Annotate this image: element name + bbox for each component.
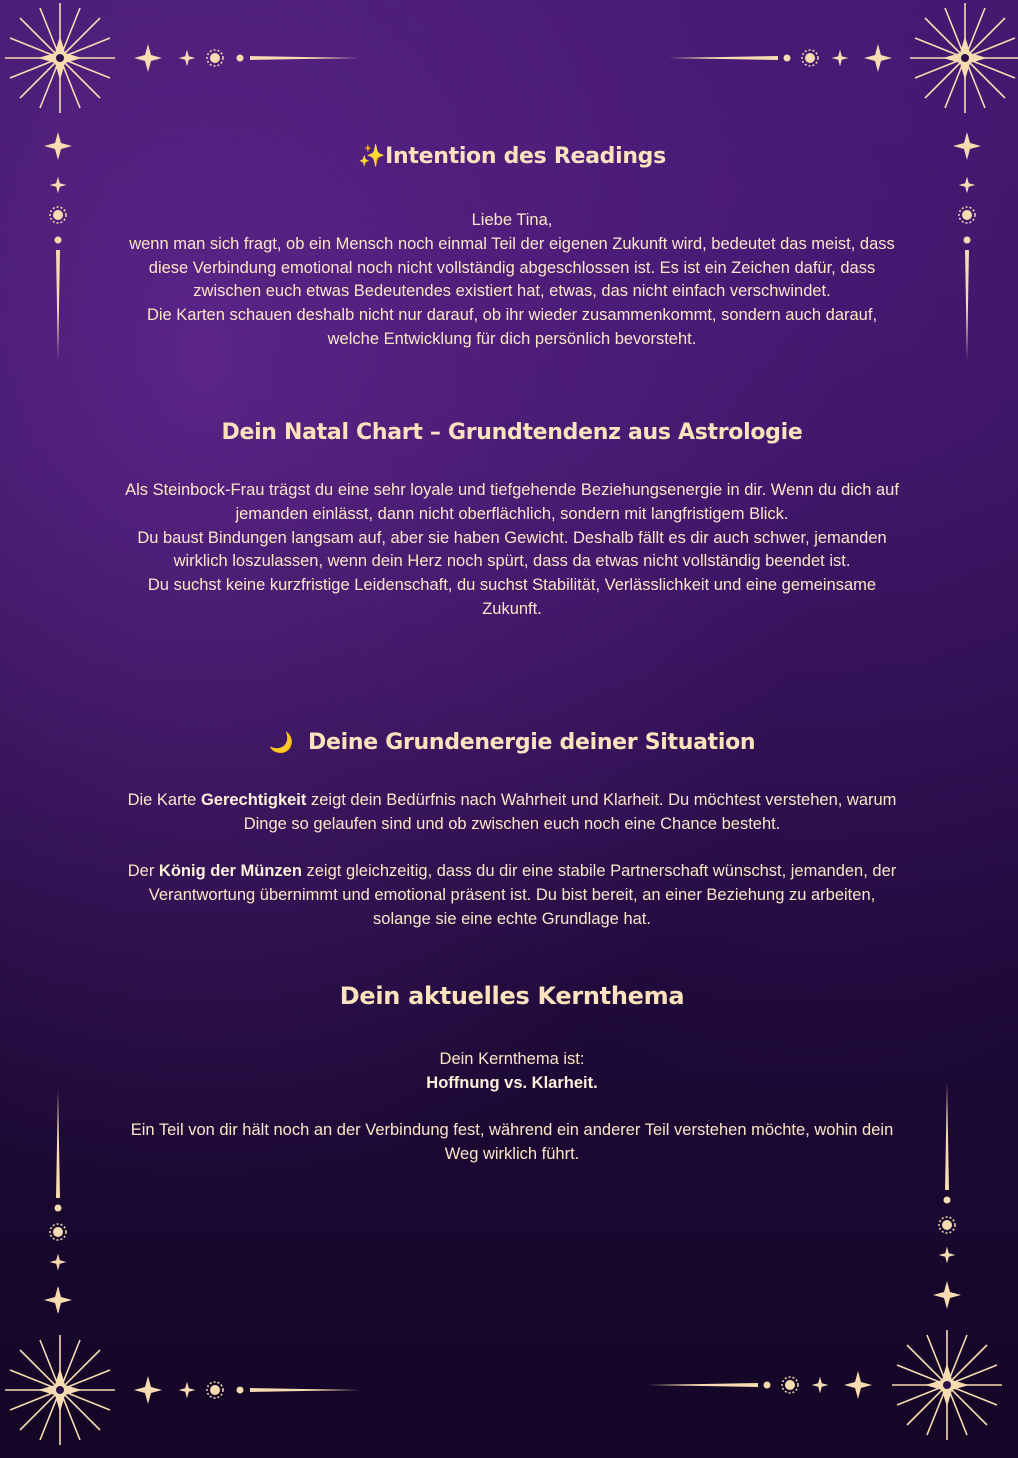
kern-title: Dein aktuelles Kernthema — [339, 982, 685, 1010]
card-koenig-der-muenzen: König der Münzen — [158, 862, 302, 881]
intention-paragraph-2: Die Karten schauen deshalb nicht nur darauf, ob ihr wieder zusammenkommt, sondern auch darauf, welche Entwicklung für dich persönlich bevorsteht. — [146, 306, 878, 348]
energy-paragraph-2: Der König der Münzen zeigt gleichzeitig, dass du dir eine stabile Partnerschaft wünschst, jemanden, der Verantwortung übernimmt und emotional präsent ist. Du bist bereit, an einer Beziehung zu arbeiten, solange sie eine echte Grundlage hat. — [127, 862, 897, 928]
intention-title: ✨Intention des Readings — [358, 144, 666, 169]
section-kernthema — [120, 982, 904, 1167]
intention-greeting: Liebe Tina, — [471, 211, 553, 229]
natal-paragraph-2: Du baust Bindungen langsam auf, aber sie haben Gewicht. Deshalb fällt es dir auch schwer, jemanden wirklich loszulassen, wenn dein Herz noch spürt, dass da etwas nicht vollständig beendet ist. — [137, 528, 887, 571]
card-gerechtigkeit: Gerechtigkeit — [200, 791, 307, 809]
intention-paragraph-1: wenn man sich fragt, ob ein Mensch noch einmal Teil der eigenen Zukunft wird, bedeutet das meist, dass diese Verbindung emotional noch nicht vollständig abgeschlossen ist. Es ist ein Zeichen dafür, dass zwischen euch etwas Bedeutendes existiert hat, etwas, das nicht einfach verschwindet. — [129, 234, 895, 301]
natal-title: Dein Natal Chart – Grundtendenz aus Astrologie — [221, 420, 803, 445]
kern-intro: Dein Kernthema ist: — [439, 1050, 585, 1068]
energy-paragraph-1: Die Karte Gerechtigkeit zeigt dein Bedürfnis nach Wahrheit und Klarheit. Du möchtest verstehen, warum Dinge so gelaufen sind und ob zwischen euch noch eine Chance besteht. — [127, 791, 897, 833]
section-grundenergie — [120, 730, 904, 932]
sparkles-icon: ✨ — [358, 144, 386, 169]
section-intention — [120, 144, 904, 352]
kern-theme: Hoffnung vs. Klarheit. — [426, 1073, 598, 1092]
crescent-moon-icon: 🌙 — [268, 730, 294, 754]
section-natal-chart — [120, 420, 904, 622]
kern-paragraph-1: Ein Teil von dir hält noch an der Verbindung fest, während ein anderer Teil verstehen möchte, wohin dein Weg wirklich führt. — [130, 1121, 894, 1164]
natal-paragraph-1: Als Steinbock-Frau trägst du eine sehr loyale und tiefgehende Beziehungsenergie in dir. Wenn du dich auf jemanden einlässt, dann nicht oberflächlich, sondern mit langfristigem Blick. — [125, 481, 899, 523]
energy-title: 🌙 Deine Grundenergie deiner Situation — [268, 730, 756, 755]
natal-paragraph-3: Du suchst keine kurzfristige Leidenschaft, du suchst Stabilität, Verlässlichkeit und eine gemeinsame Zukunft. — [147, 576, 877, 618]
